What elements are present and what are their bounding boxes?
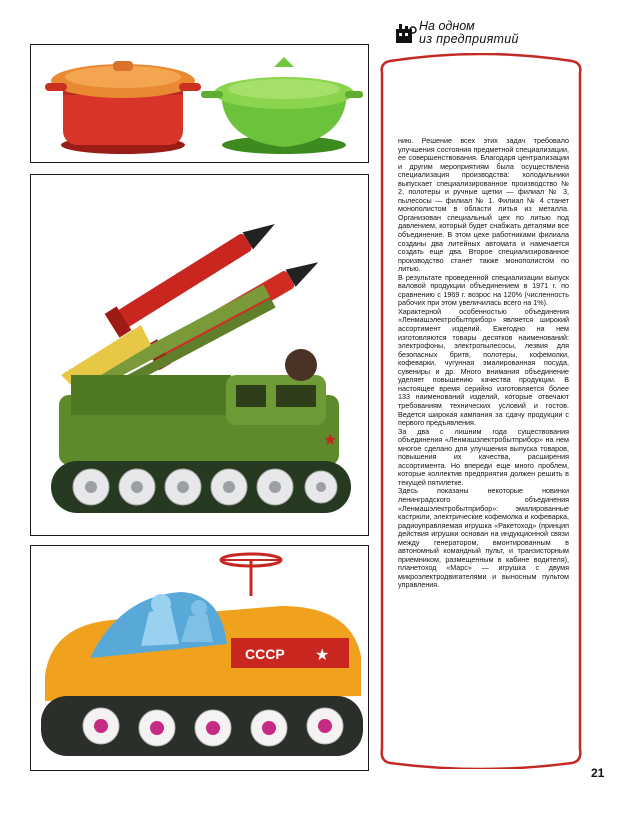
article-paragraph: В результате проведенной специализации выпуск валовой продукции объединением в 1971 г. по сравнению с 1969 г. возрос на 120% (численность рабочих при этом увеличилась всего на 1%). bbox=[398, 272, 569, 308]
article-paragraph: нию. Решение всех этих задач требовало улучшения состояния предметной специализации, ее совершенствования. Благодаря централизации и другим мероприятиям была осуществлена специализация производства: холодильники выпускает специализированное производство № 2, полотеры и ручные щетки — филиал № 3, пылесосы — филиал № 1. Филиал № 4 станет монополистом в области литья из металла. Организован специальный цех по литью под давлением, который будет снабжать деталями все объединение. В этом цехе работниками филиала созданы два литейных автомата и намечается создать еще два. Второе специализированное производство станет также монополистом по литью. bbox=[398, 136, 569, 274]
section-title-line1: На одном bbox=[419, 19, 475, 33]
photo-mars-rover-toy bbox=[30, 545, 369, 771]
rover-star-icon: ★ bbox=[315, 647, 330, 664]
article-paragraph: Здесь показаны некоторые новинки ленинградского объединения «Ленмашэлектробытприбор»: эмалированные кастрюли, электрические кофемолка и кофеварка, радиоуправляемая игрушка «Ракетоход» (принцип действия игрушки основан на индукционной связи между генератором, вмонтированным в автономный командный пульт, и транзисторным приемником, размещенным в кабине водителя), планетоход «Марс» — игрушка с двумя микроэлектродвигателями и выносным пультом управления. bbox=[398, 486, 569, 590]
section-title-line2: из предприятий bbox=[419, 32, 519, 46]
photo-enamel-pots bbox=[30, 44, 369, 163]
rover-cccp-marking: СССР bbox=[245, 646, 285, 662]
article-paragraph: Характерной особенностью объединения «Ленмашэлектробытприбор» является широкий ассортимент изделий. Ежегодно на нем изготовляются товары десятков наименований: электрофоны, электропылесосы, лезвия для безопасных бритв, полотеры, кофемолки, кофеварки, чугунная эмалированная посуда, сувениры и др. Много внимания объединение уделяет повышению качества продукции. В настоящее время серийно изготовляется более 133 наименований изделий, которые отвечают требованиям технических условий и гостов. Ведется широкая кампания за сдачу продукции с первого предъявления. bbox=[398, 306, 569, 428]
article-paragraph: За два с лишним года существования объединения «Ленмашэлектробытприбор» на нем многое сделано для улучшения выпуска товаров, повышения их качества, расширения ассортимента. Но впереди еще много проблем, которые коллектив предприятия должен решить в текущей пятилетке. bbox=[398, 426, 569, 487]
section-header bbox=[393, 19, 593, 47]
enamel-pots-illustration bbox=[31, 45, 368, 162]
truck-star-icon: ★ bbox=[323, 432, 338, 449]
mars-rover-illustration bbox=[31, 546, 368, 770]
page-number: 21 bbox=[591, 766, 605, 780]
rocket-truck-illustration bbox=[31, 175, 368, 535]
article-body bbox=[398, 137, 569, 590]
factory-logo-icon bbox=[393, 21, 417, 45]
photo-rocket-truck-toy bbox=[30, 174, 369, 536]
